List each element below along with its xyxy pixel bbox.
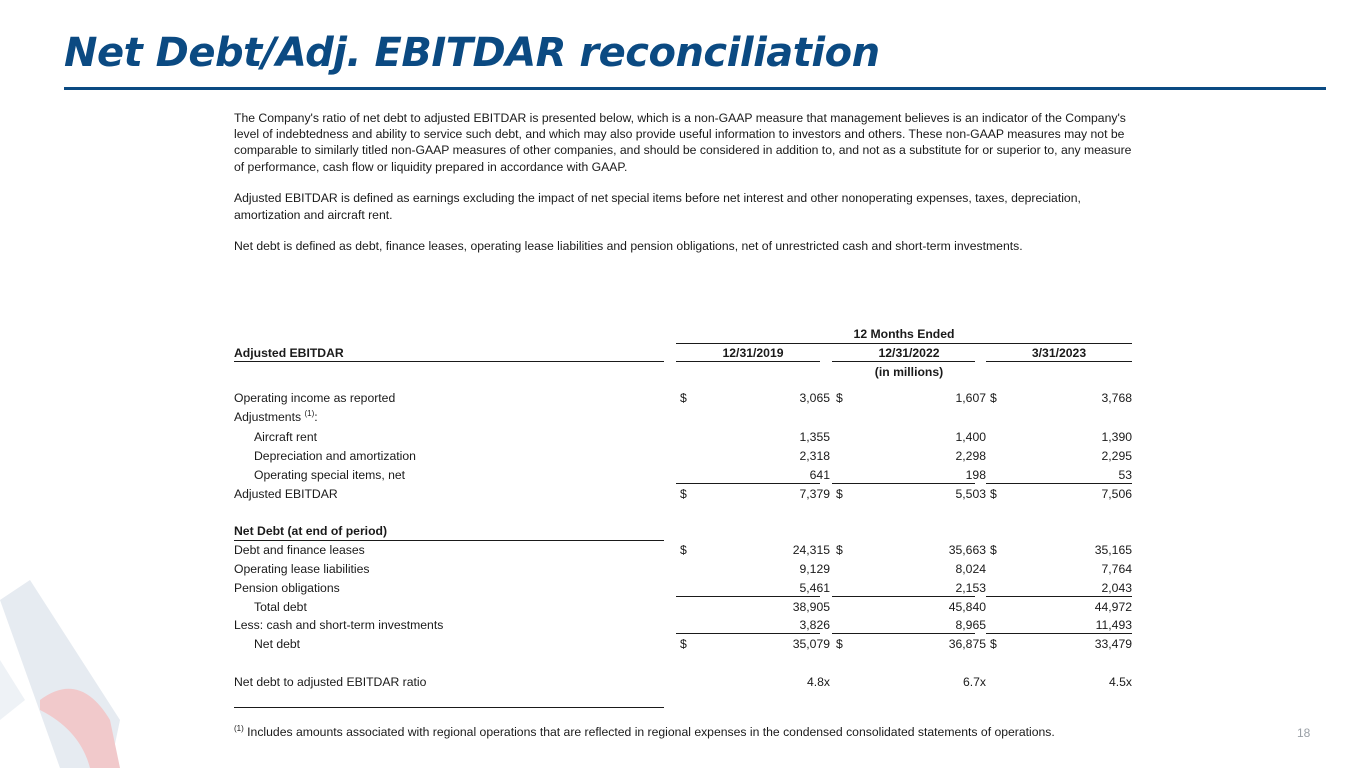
row-label: Depreciation and amortization	[254, 449, 416, 463]
column-header: 12/31/2019	[722, 346, 784, 360]
cell-value: 4.8x	[806, 675, 830, 689]
cell-value: 7,379	[799, 487, 830, 501]
currency-symbol: $	[990, 391, 997, 405]
row-label: Net debt	[254, 637, 301, 651]
row-label: Net debt to adjusted EBITDAR ratio	[234, 675, 427, 689]
page-title: Net Debt/Adj. EBITDAR reconciliation	[64, 30, 880, 76]
table-row	[234, 389, 1132, 407]
cell-value: 5,503	[955, 487, 986, 501]
row-label: Adjusted EBITDAR	[234, 487, 338, 501]
row-label: Aircraft rent	[254, 430, 317, 444]
cell-value: 2,298	[955, 449, 986, 463]
footnote	[234, 725, 1055, 739]
currency-symbol: $	[680, 487, 687, 501]
table-row	[234, 560, 1132, 578]
table-row	[234, 635, 1132, 653]
page-number: 18	[1297, 726, 1311, 740]
row-label: Operating special items, net	[254, 468, 406, 482]
cell-value: 5,461	[799, 581, 830, 595]
cell-value: 8,965	[955, 618, 986, 632]
row-label: Total debt	[254, 600, 307, 614]
table-row	[234, 522, 1132, 540]
table-row	[234, 673, 1132, 691]
cell-value: 53	[1118, 468, 1132, 482]
cell-value: 641	[809, 468, 830, 482]
table-row	[234, 447, 1132, 465]
currency-symbol: $	[990, 487, 997, 501]
cell-value: 35,165	[1094, 543, 1132, 557]
intro-paragraph-2: Adjusted EBITDAR is defined as earnings excluding the impact of net special items before net interest and other nonoperating expenses, taxes, depreciation, amortization and aircraft rent.	[234, 191, 1081, 222]
cell-value: 24,315	[792, 543, 830, 557]
units-row	[234, 363, 1132, 381]
cell-value: 2,295	[1101, 449, 1132, 463]
title-divider	[64, 87, 1326, 90]
cell-value: 2,153	[955, 581, 986, 595]
currency-symbol: $	[990, 637, 997, 651]
cell-value: 45,840	[948, 600, 986, 614]
table-header-columns	[234, 344, 1132, 362]
cell-value: 7,506	[1101, 487, 1132, 501]
column-header: 12/31/2022	[878, 346, 940, 360]
row-label: Operating income as reported	[234, 391, 396, 405]
footnote-text: Includes amounts associated with regional operations that are reflected in regional expenses in the condensed consolidated statements of operations.	[247, 725, 1055, 739]
cell-value: 9,129	[799, 562, 830, 576]
period-header: 12 Months Ended	[853, 327, 955, 341]
column-header: 3/31/2023	[1031, 346, 1087, 360]
row-label: Pension obligations	[234, 581, 340, 595]
cell-value: 7,764	[1101, 562, 1132, 576]
row-label: Less: cash and short-term investments	[234, 618, 444, 632]
table-row	[234, 598, 1132, 616]
cell-value: 3,065	[799, 391, 830, 405]
currency-symbol: $	[836, 637, 843, 651]
table-row	[234, 616, 1132, 634]
row-label: Operating lease liabilities	[234, 562, 370, 576]
cell-value: 35,663	[948, 543, 986, 557]
footnote-marker: (1)	[234, 723, 244, 733]
row-label: Debt and finance leases	[234, 543, 365, 557]
cell-value: 33,479	[1094, 637, 1132, 651]
section-title-net-debt: Net Debt (at end of period)	[234, 524, 388, 538]
intro-paragraph-1: The Company's ratio of net debt to adjusted EBITDAR is presented below, which is a non-GAAP measure that management believes is an indicator of the Company's level of indebtedness and ability to service such debt, and which may also provide useful information to investors and others. These non-GAAP measures may not be comparable to similarly titled non-GAAP measures of other companies, and should be considered in addition to, and not as a substitute for or superior to, any measure of performance, cash flow or liquidity prepared in accordance with GAAP.	[234, 111, 1132, 174]
cell-value: 1,607	[955, 391, 986, 405]
table-row	[234, 541, 1132, 559]
row-label: Adjustments $^{(1)}$:	[234, 408, 318, 424]
cell-value: 3,768	[1101, 391, 1132, 405]
units-note: (in millions)	[874, 365, 944, 379]
cell-value: 36,875	[948, 637, 986, 651]
table-row	[234, 408, 1132, 426]
table-row	[234, 485, 1132, 503]
cell-value: 35,079	[792, 637, 830, 651]
table-row	[234, 466, 1132, 484]
cell-value: 44,972	[1094, 600, 1132, 614]
currency-symbol: $	[680, 543, 687, 557]
table-row	[234, 579, 1132, 597]
currency-symbol: $	[836, 487, 843, 501]
cell-value: 4.5x	[1108, 675, 1132, 689]
cell-value: 1,400	[955, 430, 986, 444]
currency-symbol: $	[680, 391, 687, 405]
cell-value: 11,493	[1095, 618, 1132, 632]
cell-value: 1,390	[1101, 430, 1132, 444]
currency-symbol: $	[680, 637, 687, 651]
table-row	[234, 428, 1132, 446]
cell-value: 1,355	[799, 430, 830, 444]
table-header-period	[234, 325, 1132, 343]
currency-symbol: $	[990, 543, 997, 557]
currency-symbol: $	[836, 391, 843, 405]
section-title-adjusted-ebitdar: Adjusted EBITDAR	[234, 346, 344, 360]
cell-value: 8,024	[955, 562, 986, 576]
intro-text	[234, 110, 1134, 270]
cell-value: 2,043	[1101, 581, 1132, 595]
cell-value: 198	[965, 468, 986, 482]
decorative-logo-shape	[0, 560, 140, 768]
cell-value: 38,905	[792, 600, 830, 614]
cell-value: 6.7x	[962, 675, 986, 689]
intro-paragraph-3: Net debt is defined as debt, finance leases, operating lease liabilities and pension obligations, net of unrestricted cash and short-term investments.	[234, 239, 1023, 254]
cell-value: 3,826	[799, 618, 830, 632]
cell-value: 2,318	[799, 449, 830, 463]
currency-symbol: $	[836, 543, 843, 557]
